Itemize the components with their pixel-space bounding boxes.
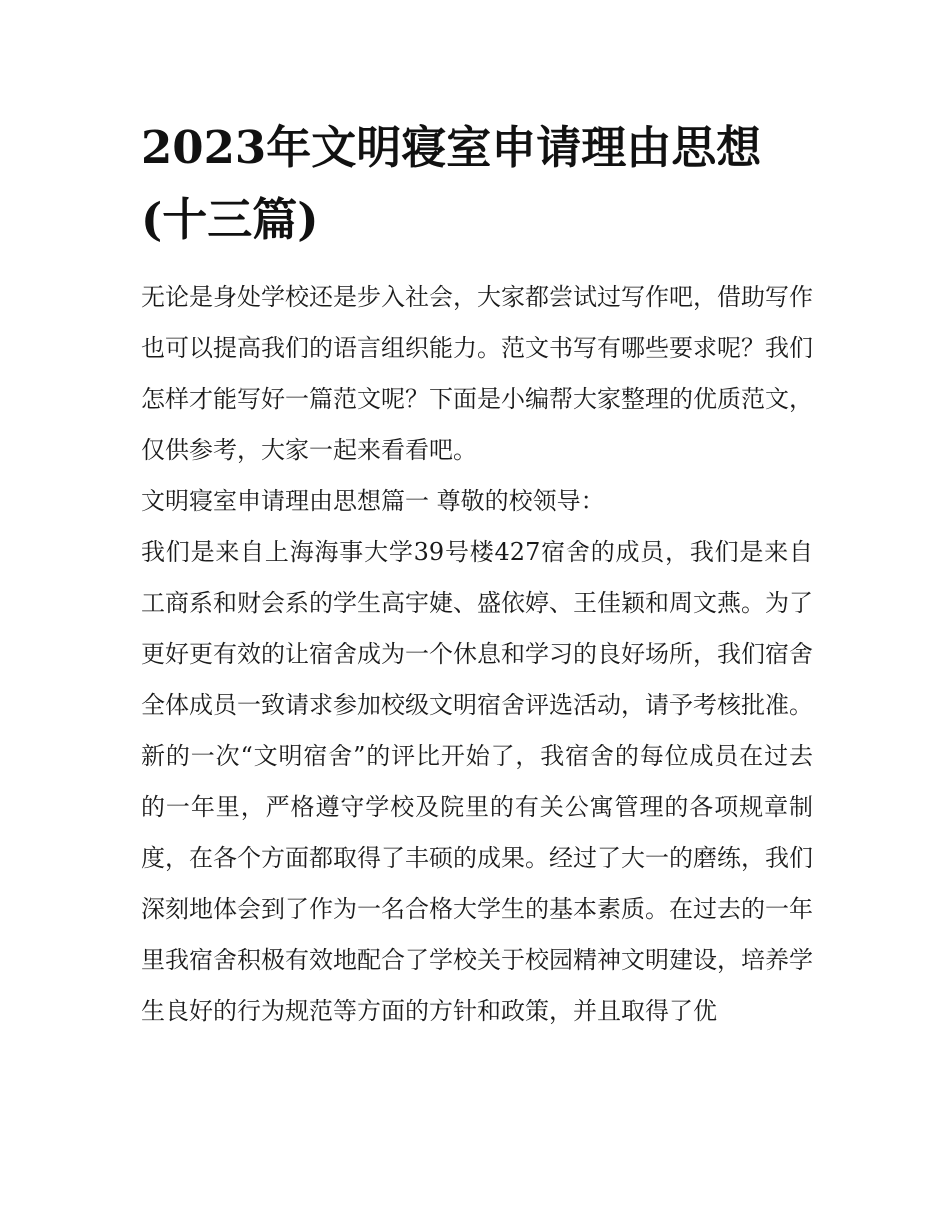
intro-paragraph: 无论是身处学校还是步入社会，大家都尝试过写作吧，借助写作也可以提高我们的语言组织能力。范文书写有哪些要求呢？我们怎样才能写好一篇范文呢？下面是小编帮大家整理的优质范文，仅供参考，大家一起来看看吧。 (141, 283, 813, 464)
document-title: 2023年文明寝室申请理由思想(十三篇) (141, 121, 762, 246)
section-heading-paragraph: 文明寝室申请理由思想篇一 尊敬的校领导： (141, 487, 605, 515)
body-paragraph-members: 我们是来自上海海事大学39号楼427宿舍的成员，我们是来自工商系和财会系的学生高宇婕、盛依婷、王佳颖和周文燕。为了更好更有效的让宿舍成为一个休息和学习的良好场所，我们宿舍全体成员一致请求参加校级文明宿舍评选活动，请予考核批准。 (141, 538, 813, 719)
body-paragraph-achievements: 新的一次“文明宿舍”的评比开始了，我宿舍的每位成员在过去的一年里，严格遵守学校及院里的有关公寓管理的各项规章制度，在各个方面都取得了丰硕的成果。经过了大一的磨练，我们深刻地体会到了作为一名合格大学生的基本素质。在过去的一年里我宿舍积极有效地配合了学校关于校园精神文明建设，培养学生良好的行为规范等方面的方针和政策，并且取得了优 (141, 742, 813, 1025)
document-body (141, 112, 813, 1037)
